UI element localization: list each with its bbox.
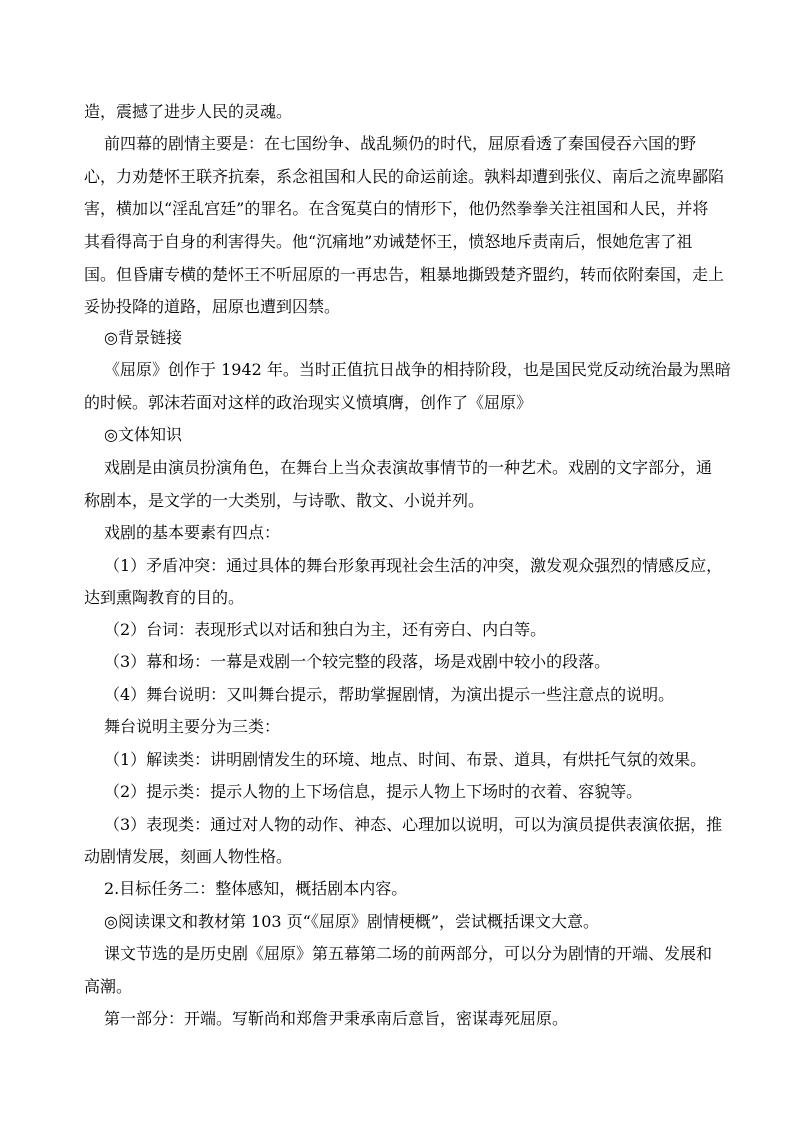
text-line: （2）提示类：提示人物的上下场信息，提示人物上下场时的衣着、容貌等。 xyxy=(104,782,643,801)
text-line: 前四幕的剧情主要是：在七国纷争、战乱频仍的时代，屈原看透了秦国侵吞六国的野 xyxy=(104,134,697,153)
text-line: 造，震撼了进步人民的灵魂。 xyxy=(84,102,293,121)
text-line: （1）解读类：讲明剧情发生的环境、地点、时间、布景、道具，有烘托气氛的效果。 xyxy=(104,750,707,769)
text-line: 戏剧的基本要素有四点： xyxy=(104,523,281,542)
text-line: 课文节选的是历史剧《屈原》第五幕第二场的前两部分，可以分为剧情的开端、发展和 xyxy=(104,944,713,963)
section-heading: ◎背景链接 xyxy=(104,328,182,347)
text-line: 国。但昏庸专横的楚怀王不听屈原的一再忠告，粗暴地撕毁楚齐盟约，转而依附秦国，走上 xyxy=(84,265,725,284)
text-line: （3）表现类：通过对人物的动作、神态、心理加以说明，可以为演员提供表演依据，推 xyxy=(104,815,723,834)
text-line: （3）幕和场：一幕是戏剧一个较完整的段落，场是戏剧中较小的段落。 xyxy=(104,652,611,671)
section-heading: 2.目标任务二：整体感知，概括剧本内容。 xyxy=(104,879,408,898)
text-line: 动剧情发展，刻画人物性格。 xyxy=(84,847,293,866)
text-line: （4）舞台说明：又叫舞台提示，帮助掌握剧情，为演出提示一些注意点的说明。 xyxy=(104,685,675,704)
text-line: 高潮。 xyxy=(84,977,133,996)
text-line: 其看得高于自身的利害得失。他“沉痛地”劝诫楚怀王，愤怒地斥责南后，恨她危害了祖 xyxy=(84,232,693,251)
section-heading: ◎文体知识 xyxy=(104,425,182,444)
text-line: 心，力劝楚怀王联齐抗秦，系念祖国和人民的命运前途。孰料却遭到张仪、南后之流卑鄙陷 xyxy=(84,167,725,186)
text-line: 称剧本，是文学的一大类别，与诗歌、散文、小说并列。 xyxy=(84,491,485,510)
text-line: 戏剧是由演员扮演角色，在舞台上当众表演故事情节的一种艺术。戏剧的文字部分，通 xyxy=(104,458,713,477)
text-line: 舞台说明主要分为三类： xyxy=(104,717,281,736)
text-line: 达到熏陶教育的目的。 xyxy=(84,588,245,607)
text-line: 妥协投降的道路，屈原也遭到囚禁。 xyxy=(84,297,341,316)
text-line: （1）矛盾冲突：通过具体的舞台形象再现社会生活的冲突，激发观众强烈的情感反应， xyxy=(104,556,723,575)
text-line: 《屈原》创作于 1942 年。当时正值抗日战争的相持阶段，也是国民党反动统治最为黑暗 xyxy=(104,360,731,379)
text-line: 第一部分：开端。写靳尚和郑詹尹秉承南后意旨，密谋毒死屈原。 xyxy=(104,1009,569,1028)
text-line: ◎阅读课文和教材第 103 页“《屈原》剧情梗概”，尝试概括课文大意。 xyxy=(104,912,600,931)
text-line: 害，横加以“淫乱宫廷”的罪名。在含冤莫白的情形下，他仍然拳拳关注祖国和人民，并将 xyxy=(84,199,709,218)
text-line: （2）台词：表现形式以对话和独白为主，还有旁白、内白等。 xyxy=(104,620,547,639)
text-line: 的时候。郭沫若面对这样的政治现实义愤填膺，创作了《屈原》 xyxy=(84,393,533,412)
